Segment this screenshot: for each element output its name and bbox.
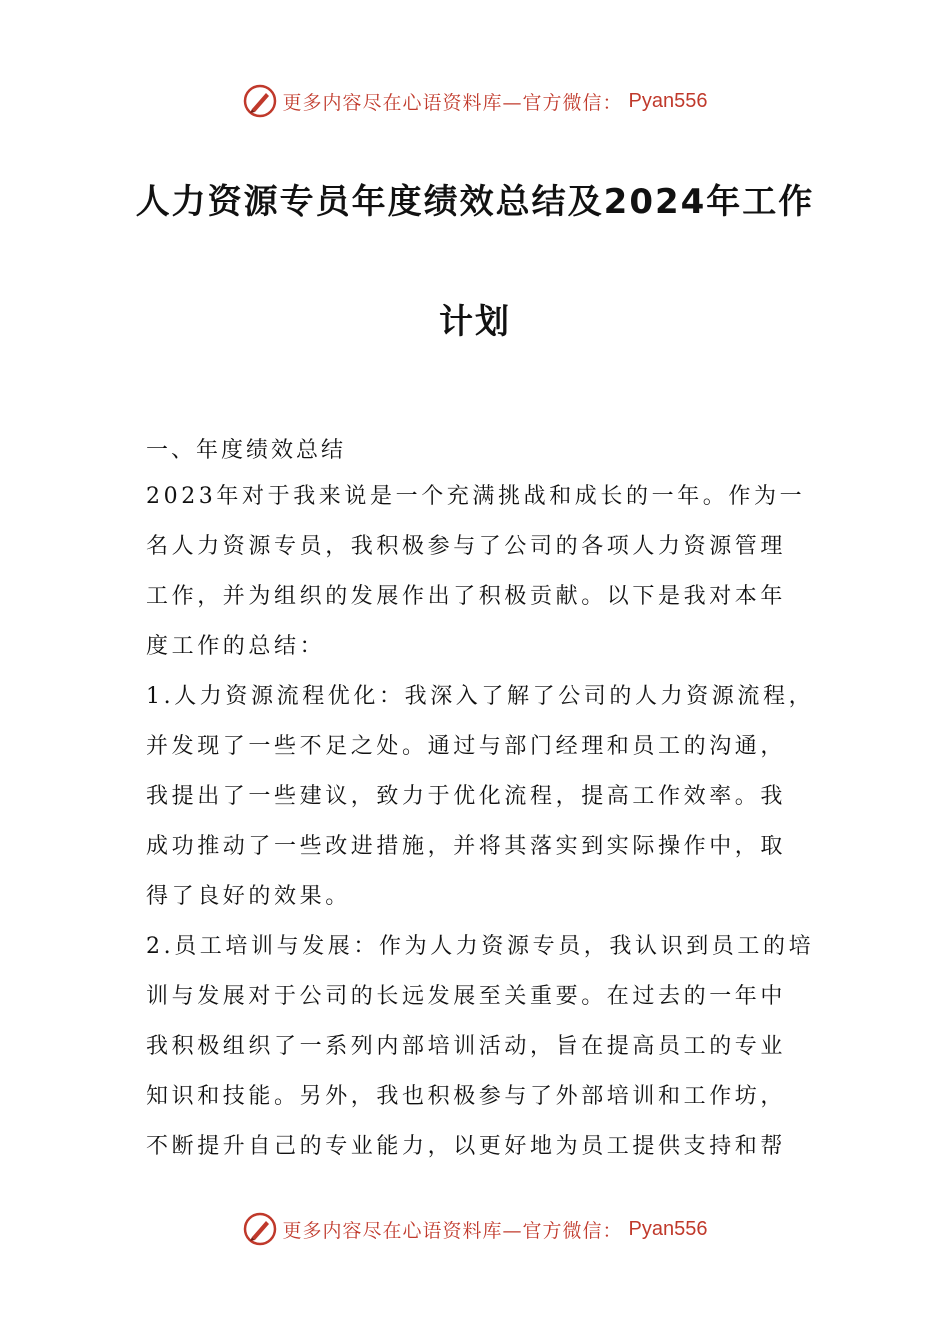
pen-circle-logo-icon (243, 1212, 277, 1246)
paragraph-process-optimization (146, 672, 815, 922)
text-line: 1.人力资源流程优化：我深入了解了公司的人力资源流程， (146, 684, 815, 709)
text-line: 成功推动了一些改进措施，并将其落实到实际操作中，取 (146, 834, 787, 859)
text-line: 我提出了一些建议，致力于优化流程，提高工作效率。我 (146, 784, 787, 809)
text-line: 名人力资源专员，我积极参与了公司的各项人力资源管理 (146, 534, 787, 559)
paragraph-intro (146, 472, 806, 672)
text-line: 度工作的总结： (146, 634, 326, 659)
footer-watermark (0, 1212, 950, 1246)
document-title-line-1: 人力资源专员年度绩效总结及2024年工作 (135, 182, 815, 222)
text-line: 我积极组织了一系列内部培训活动，旨在提高员工的专业 (146, 1034, 787, 1059)
text-line: 训与发展对于公司的长远发展至关重要。在过去的一年中 (146, 984, 787, 1009)
pen-circle-logo-icon (243, 84, 277, 118)
document-body (146, 430, 815, 1172)
text-line: 并发现了一些不足之处。通过与部门经理和员工的沟通， (146, 734, 787, 759)
text-line: 2023年对于我来说是一个充满挑战和成长的一年。作为一 (146, 484, 806, 509)
text-line: 不断提升自己的专业能力，以更好地为员工提供支持和帮 (146, 1134, 787, 1159)
paragraph-training-development (146, 922, 815, 1172)
text-line: 2.员工培训与发展：作为人力资源专员，我认识到员工的培 (146, 934, 815, 959)
text-line: 工作，并为组织的发展作出了积极贡献。以下是我对本年 (146, 584, 787, 609)
section-heading: 一、年度绩效总结 (146, 438, 347, 463)
text-line: 得了良好的效果。 (146, 884, 351, 909)
text-line: 知识和技能。另外，我也积极参与了外部培训和工作坊， (146, 1084, 787, 1109)
watermark-wechat-id: Pyan556 (628, 89, 708, 112)
watermark-wechat-id: Pyan556 (628, 1217, 708, 1240)
watermark-text: 更多内容尽在心语资料库—官方微信： (282, 91, 623, 114)
watermark-text: 更多内容尽在心语资料库—官方微信： (282, 1219, 623, 1242)
header-watermark (0, 84, 950, 118)
document-title-line-2: 计划 (439, 302, 511, 342)
